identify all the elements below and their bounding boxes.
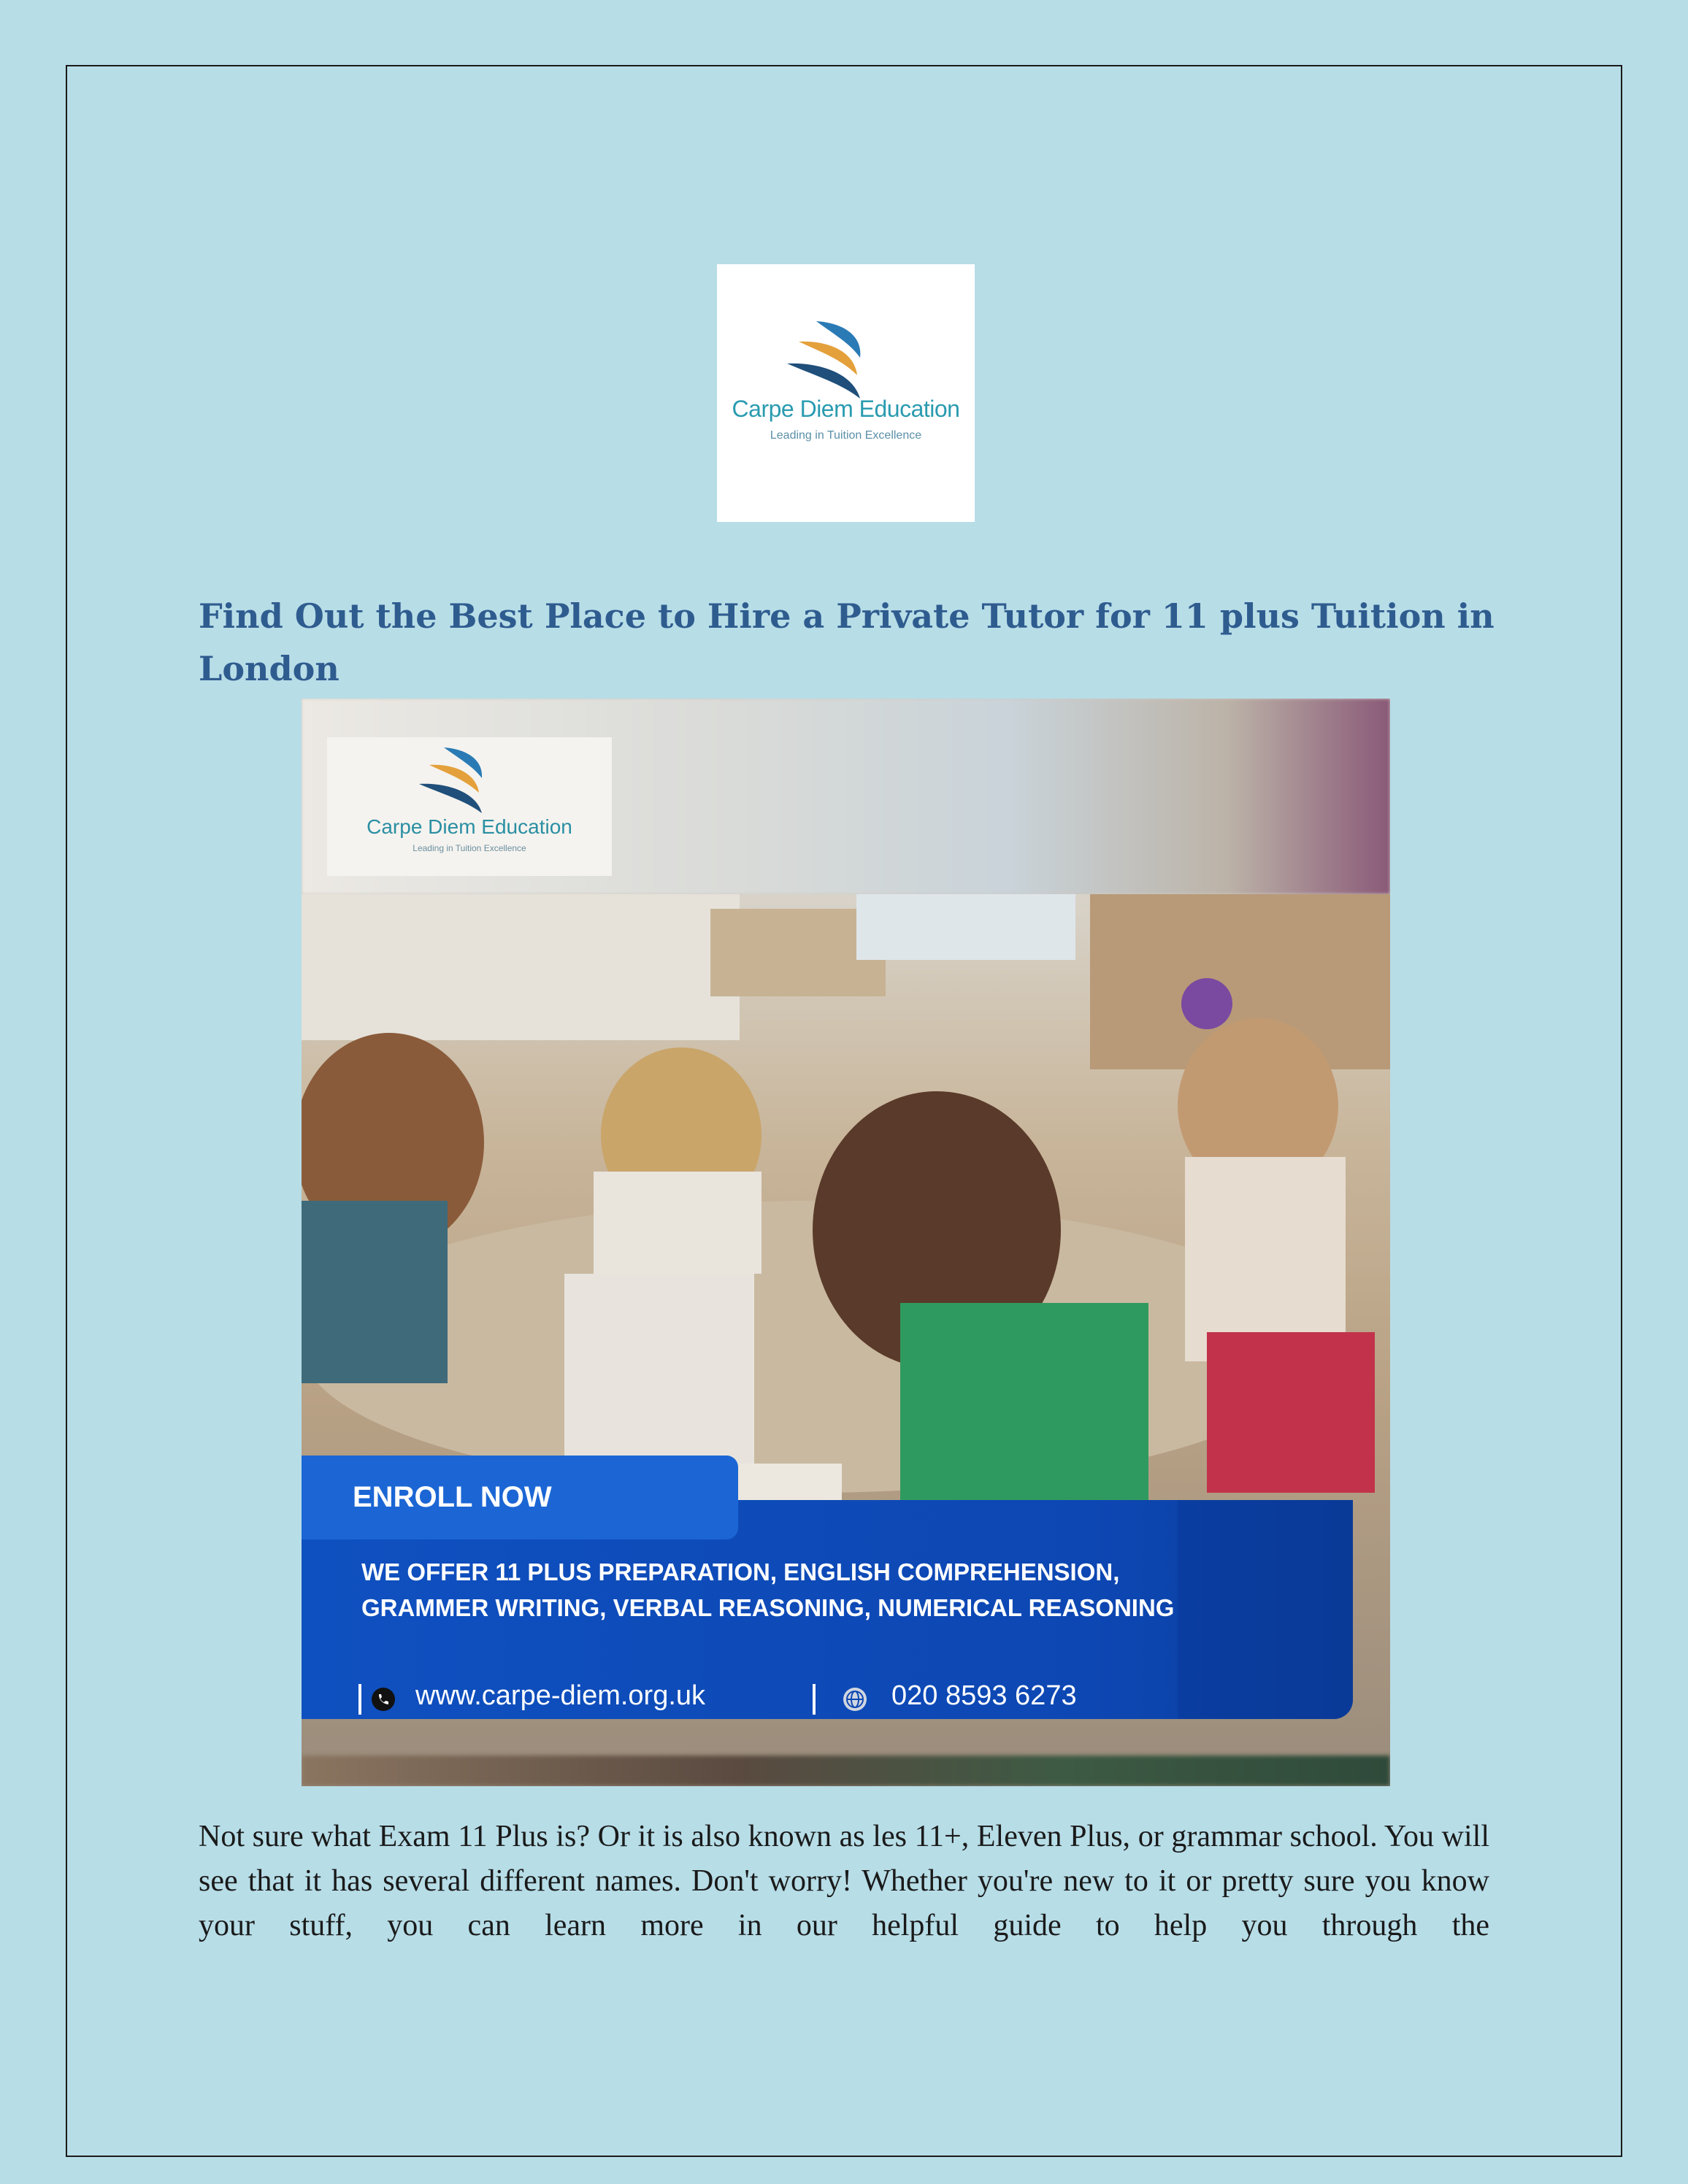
enroll-now-label: ENROLL NOW xyxy=(353,1481,552,1513)
banner-logo-mark-icon xyxy=(327,737,612,876)
banner-brand-name: Carpe Diem Education xyxy=(367,815,572,838)
phone-number-text: 020 8593 6273 xyxy=(891,1680,1077,1711)
offer-text: WE OFFER 11 PLUS PREPARATION, ENGLISH COMPREHENSION, GRAMMER WRITING, VERBAL REASONING, NUMERICAL REASONING xyxy=(361,1558,1175,1621)
banner-logo xyxy=(327,737,612,876)
blurred-bottom xyxy=(302,1756,1390,1786)
brand-name: Carpe Diem Education xyxy=(732,396,960,422)
globe-icon xyxy=(843,1688,867,1711)
logo xyxy=(717,264,975,522)
brand-tagline: Leading in Tuition Excellence xyxy=(770,429,922,442)
logo-mark-icon xyxy=(717,264,975,522)
divider-bar xyxy=(358,1684,361,1715)
phone-icon xyxy=(372,1688,395,1711)
divider-bar xyxy=(813,1684,816,1715)
banner-brand-tagline: Leading in Tuition Excellence xyxy=(413,843,526,853)
page-title: Find Out the Best Place to Hire a Private Tutor for 11 plus Tuition in London xyxy=(199,596,1495,688)
promo-banner-image xyxy=(302,699,1390,1786)
website-text: www.carpe-diem.org.uk xyxy=(415,1680,706,1711)
body-paragraph: Not sure what Exam 11 Plus is? Or it is also known as les 11+, Eleven Plus, or grammar school. You will see that it has several different names. Don't worry! Whether you're new to it or pretty sure you know your stuff, you can learn more in our helpful guide to help you through the xyxy=(199,1820,1489,1942)
